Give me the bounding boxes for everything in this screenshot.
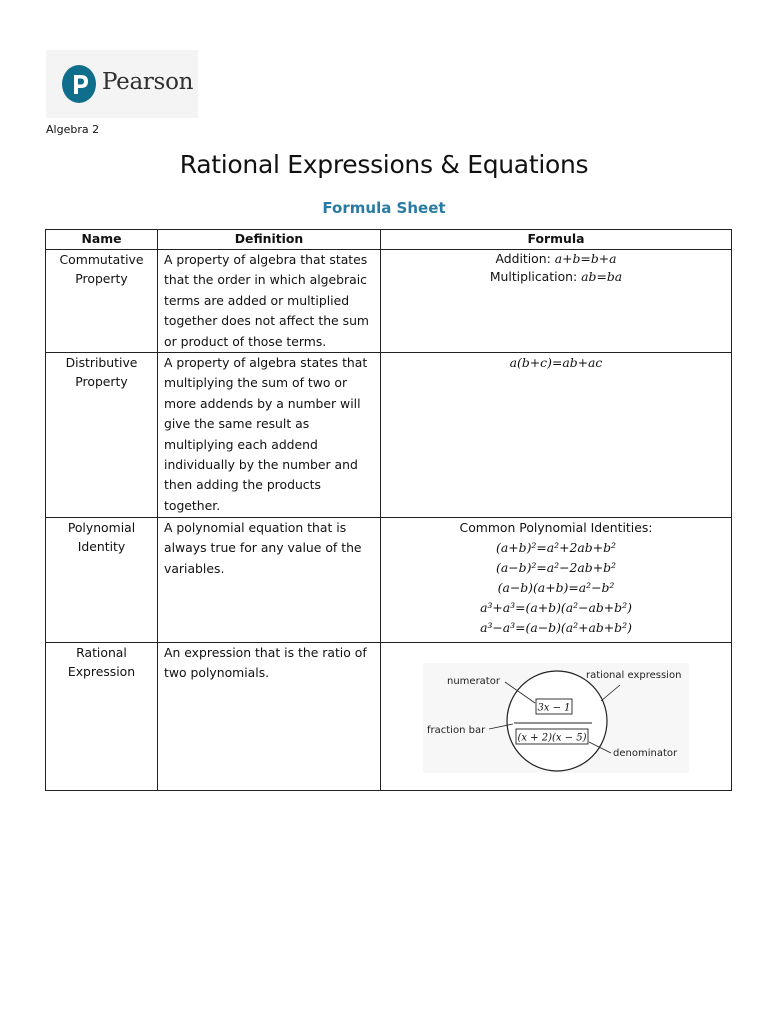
row-definition: A polynomial equation that is always true for any value of the variables. bbox=[158, 518, 381, 643]
pearson-logo bbox=[46, 50, 198, 118]
table-row bbox=[46, 518, 732, 643]
distributive-expression: a(b+c)=ab+ac bbox=[509, 355, 603, 371]
addition-formula bbox=[387, 250, 725, 268]
addition-label: Addition: bbox=[495, 251, 555, 266]
row-formula bbox=[381, 250, 732, 353]
identity-line: (a−b)(a+b)=a²−b² bbox=[497, 580, 615, 596]
rational-expression-diagram bbox=[423, 663, 689, 773]
multiplication-label: Multiplication: bbox=[489, 269, 582, 284]
pearson-wordmark: Pearson bbox=[102, 69, 194, 95]
pearson-logo-icon bbox=[62, 65, 96, 103]
row-name: Distributive Property bbox=[46, 353, 158, 518]
diagram-circle bbox=[507, 671, 607, 771]
header-name: Name bbox=[46, 230, 158, 250]
row-name: Rational Expression bbox=[46, 643, 158, 791]
multiplication-formula bbox=[387, 268, 725, 286]
identity-line: (a+b)²=a²+2ab+b² bbox=[496, 540, 616, 556]
course-label: Algebra 2 bbox=[46, 123, 100, 136]
header-formula: Formula bbox=[381, 230, 732, 250]
page-subtitle: Formula Sheet bbox=[322, 199, 446, 217]
row-name: Commutative Property bbox=[46, 250, 158, 353]
row-definition: An expression that is the ratio of two polynomials. bbox=[158, 643, 381, 791]
page-title: Rational Expressions & Equations bbox=[179, 150, 589, 179]
identity-line: a³+a³=(a+b)(a²−ab+b²) bbox=[480, 600, 632, 616]
numerator-expression: 3x − 1 bbox=[537, 702, 571, 714]
table-row bbox=[46, 643, 732, 791]
table-header-row bbox=[46, 230, 732, 250]
formula-table bbox=[45, 229, 732, 791]
row-name: Polynomial Identity bbox=[46, 518, 158, 643]
row-formula bbox=[381, 643, 732, 791]
row-formula bbox=[381, 353, 732, 518]
fraction-bar-label: fraction bar bbox=[427, 725, 486, 737]
addition-expression: a+b=b+a bbox=[554, 251, 617, 266]
header-definition: Definition bbox=[158, 230, 381, 250]
identity-line: (a−b)²=a²−2ab+b² bbox=[496, 560, 616, 576]
identity-line: a³−a³=(a−b)(a²+ab+b²) bbox=[480, 620, 632, 636]
numerator-label: numerator bbox=[447, 676, 500, 688]
multiplication-expression: ab=ba bbox=[581, 269, 623, 284]
row-definition: A property of algebra that states that the order in which algebraic terms are added or multiplied together does not affect the sum or product of those terms. bbox=[158, 250, 381, 353]
denominator-label: denominator bbox=[613, 748, 678, 760]
denominator-expression: (x + 2)(x − 5) bbox=[517, 732, 587, 744]
row-formula bbox=[381, 518, 732, 643]
row-definition: A property of algebra states that multiplying the sum of two or more addends by a number will give the same result as multiplying each addend individually by the number and then adding the products together. bbox=[158, 353, 381, 518]
rational-expression-label: rational expression bbox=[586, 670, 682, 682]
table-row bbox=[46, 250, 732, 353]
identities-heading: Common Polynomial Identities: bbox=[459, 520, 653, 536]
table-row bbox=[46, 353, 732, 518]
